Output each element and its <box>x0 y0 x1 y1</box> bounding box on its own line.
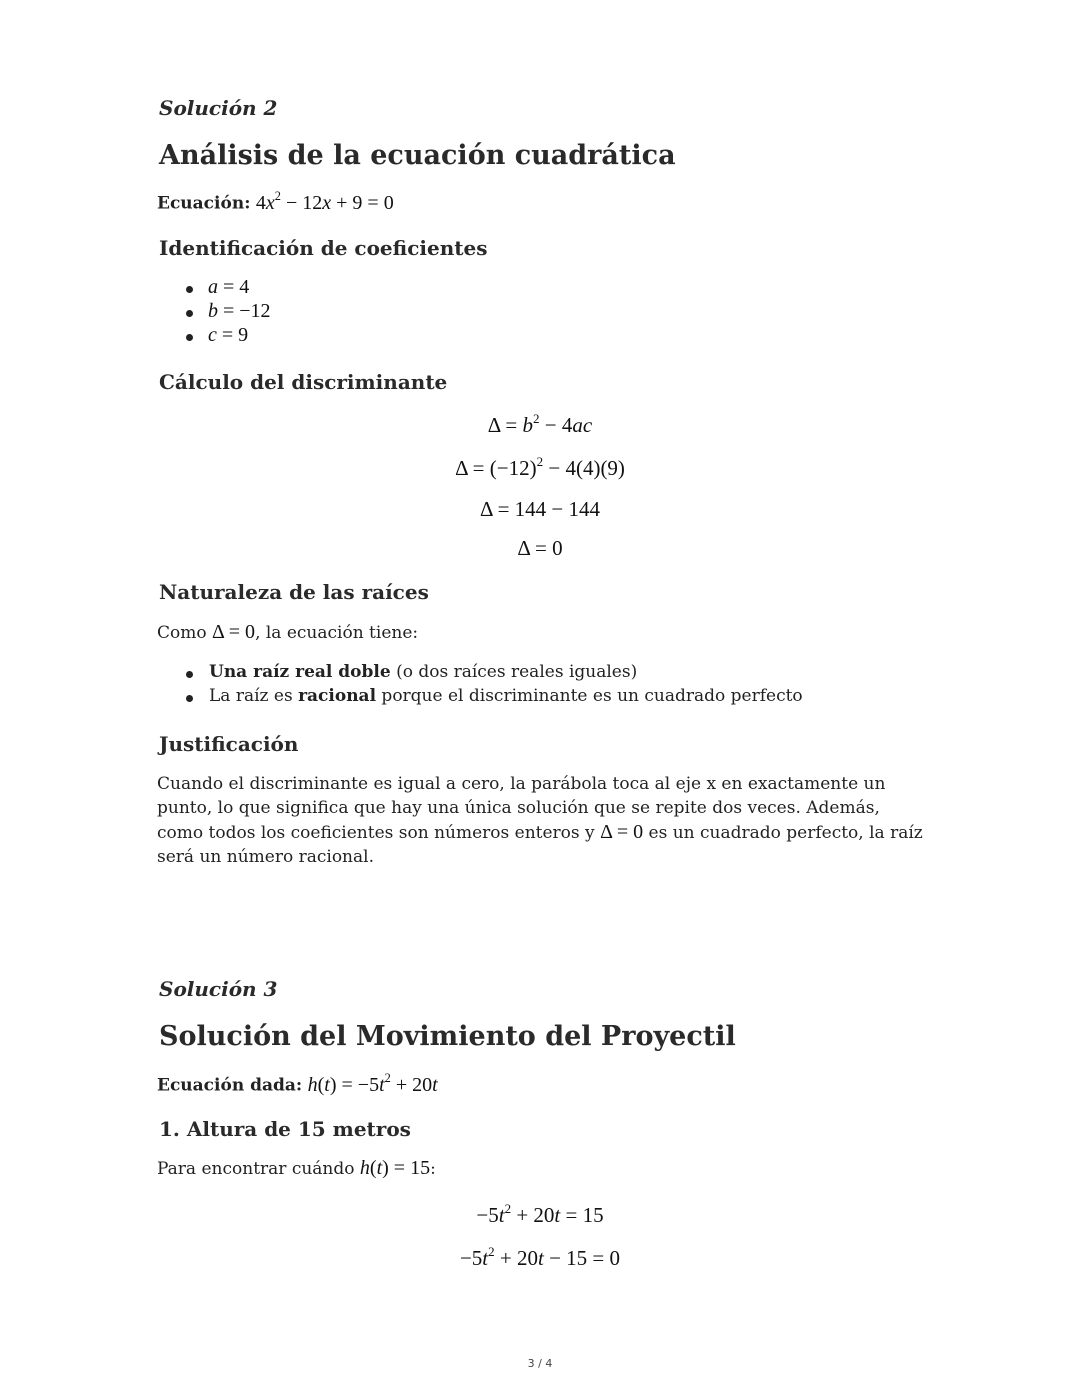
nature-item-1 <box>209 662 637 682</box>
section1-intro <box>157 1157 436 1180</box>
solution-2-label: Solución 2 <box>159 96 278 120</box>
justification-text-2: es un cuadrado perfecto, la raíz será un número racional. <box>157 823 923 867</box>
bullet-dot <box>186 334 193 341</box>
nature-item-2 <box>209 686 803 706</box>
coef-a: a = 4 <box>208 276 250 298</box>
equation-label: Ecuación: <box>157 193 251 214</box>
proj-step-1: $-5t^2 + 20t = 15$ <box>476 1200 604 1227</box>
nature-item-1-bold: Una raíz real doble <box>209 662 391 682</box>
nature-item-1-rest: (o dos raíces reales iguales) <box>390 662 638 682</box>
disc-step-1: $\Delta = b^2 - 4ac$ <box>487 410 593 437</box>
justification-math: Δ = 0 <box>600 821 644 843</box>
nature-intro-prefix: Como <box>157 623 207 643</box>
bullet-dot <box>186 286 193 293</box>
coef-c: c = 9 <box>208 324 249 346</box>
equation-label: Ecuación dada: <box>157 1075 303 1096</box>
nature-intro-math: Δ = 0 <box>212 621 256 643</box>
bullet-dot <box>186 695 193 702</box>
section1-intro-prefix: Para encontrar cuándo <box>157 1159 355 1179</box>
solution-3-equation <box>157 1072 438 1097</box>
section1-intro-suffix: : <box>430 1159 436 1179</box>
nature-heading: Naturaleza de las raíces <box>159 580 429 604</box>
nature-intro-suffix: , la ecuación tiene: <box>255 623 419 643</box>
disc-step-4: Δ = 0 <box>517 536 563 560</box>
nature-item-2-bold: racional <box>298 686 377 706</box>
section1-heading: 1. Altura de 15 metros <box>159 1117 411 1141</box>
justification-text-1: Cuando el discriminante es igual a cero, la parábola toca al eje x en exactamente un punto, lo que significa que hay una única solución que se repite dos veces. Además, como todos los coeficientes son números enteros y <box>157 774 886 843</box>
nature-intro <box>157 621 418 644</box>
justification-paragraph <box>157 772 927 869</box>
solution-2-title: Análisis de la ecuación cuadrática <box>159 140 676 171</box>
solution-2-equation <box>157 190 394 215</box>
solution-3-title: Solución del Movimiento del Proyectil <box>159 1021 736 1052</box>
nature-item-2-pre: La raíz es <box>209 686 299 706</box>
page-number: 3 / 4 <box>527 1357 553 1370</box>
bullet-dot <box>186 310 193 317</box>
disc-heading: Cálculo del discriminante <box>159 370 448 394</box>
section1-intro-math: h(t) = 15 <box>359 1157 431 1179</box>
justification-heading: Justificación <box>159 732 299 756</box>
disc-step-2: $\Delta = (-12)^2 - 4(4)(9)$ <box>455 453 625 480</box>
equation-math: $h(t) = -5t^2 + 20t$ <box>307 1070 438 1096</box>
coef-heading: Identificación de coeficientes <box>159 236 488 260</box>
disc-step-3: Δ = 144 − 144 <box>479 497 601 521</box>
nature-item-2-rest: porque el discriminante es un cuadrado perfecto <box>376 686 803 706</box>
bullet-dot <box>186 671 193 678</box>
proj-step-2: $-5t^2 + 20t - 15 = 0$ <box>459 1243 621 1270</box>
coef-b: b = −12 <box>208 300 271 322</box>
solution-3-label: Solución 3 <box>159 977 278 1001</box>
equation-math: $4x^2 - 12x + 9 = 0$ <box>255 188 394 214</box>
